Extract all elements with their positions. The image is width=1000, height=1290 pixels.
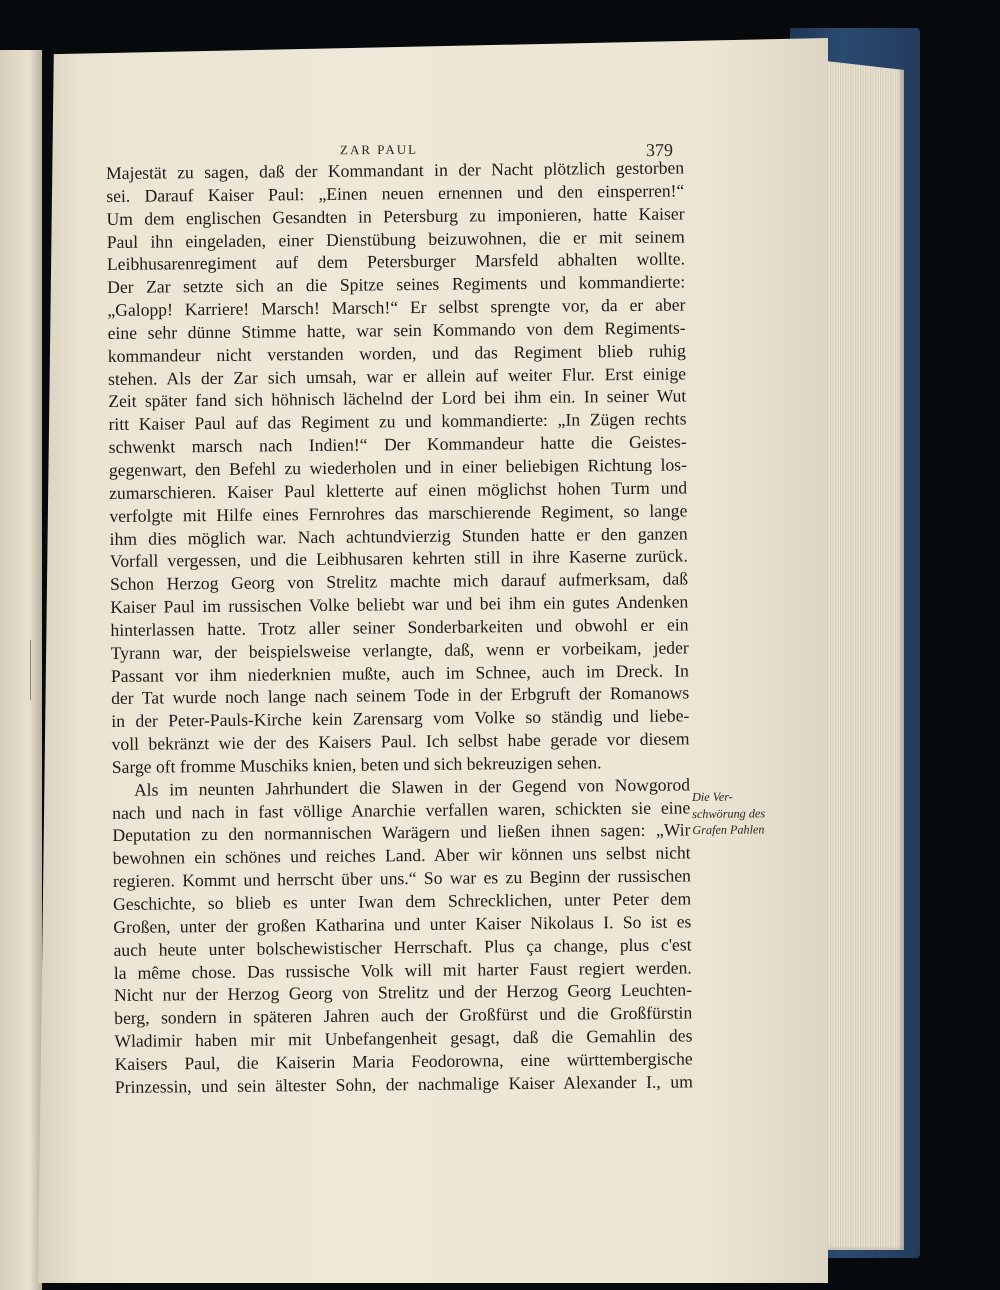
left-page: [0, 50, 42, 1290]
text-line: gegenwart, den Befehl zu wiederholen und in einer beliebigen Richtung los-: [108, 454, 688, 480]
text-line: Geschichte, so blieb es unter Iwan dem Schrecklichen, unter Peter dem: [113, 888, 692, 914]
text-line: Sarge oft fromme Muschiks knien, beten und sich bekreuzigen sehen.: [111, 752, 602, 777]
text-line: der Tat wurde noch lange nach seinem Tode in der Erbgruft der Romanows: [111, 682, 690, 709]
running-head: ZAR PAUL: [339, 141, 419, 158]
text-line: zumarschieren. Kaiser Paul kletterte auf einen möglichst hohen Turm und: [109, 477, 688, 503]
text-line: Zeit später fand sich höhnisch lächelnd der Lord bei ihm ein. In seiner Wut: [108, 385, 687, 412]
marginal-note: [692, 788, 792, 838]
text-line: berg, sondern in späteren Jahren auch der Großfürst und die Großfürstin: [114, 1002, 693, 1029]
body-text: [106, 156, 693, 1098]
text-line: auch heute unter bolschewistischer Herrschaft. Plus ça change, plus c'est: [113, 934, 692, 960]
text-line: sei. Darauf Kaiser Paul: „Einen neuen ernennen und den einsperren!“: [106, 180, 685, 206]
text-line: in der Peter-Pauls-Kirche kein Zarensarg vom Volke so ständig und liebe-: [111, 705, 690, 732]
text-line: verfolgte mit Hilfe eines Fernrohres das marschierende Regiment, so lange: [109, 500, 688, 526]
text-line: ihm dies möglich war. Nach achtundvierzig Stunden hatte er den ganzen: [109, 522, 688, 549]
text-line: ritt Kaiser Paul auf das Regiment zu und kommandierte: „In Zügen rechts: [108, 408, 687, 435]
text-line: Leibhusarenregiment auf dem Petersburger Marsfeld abhalten wollte.: [106, 248, 686, 275]
text-line: regieren. Kommt und herrscht über uns.“ So war es zu Beginn der russischen: [112, 865, 691, 892]
text-line: voll bekränzt wie der des Kaisers Paul. Ich selbst habe gerade vor diesem: [111, 728, 690, 755]
left-page-mark: [30, 640, 31, 700]
text-line: Nicht nur der Herzog Georg von Strelitz und der Herzog Georg Leuchten-: [113, 979, 693, 1006]
marginal-note-line: Die Ver-: [692, 789, 733, 804]
text-line: Prinzessin, und sein ältester Sohn, der nachmalige Kaiser Alexander I., um: [114, 1071, 693, 1097]
text-line: Kaiser Paul im russischen Volke beliebt war und bei ihm ein gutes Andenken: [110, 591, 689, 618]
text-line: kommandeur nicht verstanden worden, und das Regiment blieb ruhig: [107, 340, 686, 366]
text-line: bewohnen ein schönes und reiches Land. Aber wir können uns selbst nicht: [112, 842, 691, 869]
text-line: hinterlassen hatte. Trotz aller seiner Sonderbarkeiten und obwohl er ein: [110, 614, 689, 640]
text-line: Wladimir haben mir mit Unbefangenheit gesagt, daß die Gemahlin des: [114, 1025, 693, 1052]
text-line: stehen. Als der Zar sich umsah, war er allein auf weiter Flur. Erst einige: [107, 363, 687, 389]
text-line: Der Zar setzte sich an die Spitze seines Regiments und kommandierte:: [107, 271, 686, 298]
text-line: Deputation zu den normannischen Warägern und ließen ihnen sagen: „Wir: [112, 819, 691, 846]
text-line: Majestät zu sagen, daß der Kommandant in der Nacht plötzlich gestorben: [106, 157, 685, 183]
text-line: Um dem englischen Gesandten in Petersburg zu imponieren, hatte Kaiser: [106, 203, 685, 229]
text-line: Tyrann war, der beispielsweise verlangte, daß, wenn er vorbeikam, jeder: [110, 637, 689, 663]
text-line: Als im neunten Jahrhundert die Slawen in der Gegend von Nowgorod: [133, 774, 691, 800]
text-line: Vorfall vergessen, und die Leibhusaren kehrten still in ihre Kaserne zurück.: [109, 545, 688, 572]
text-line: la même chose. Das russische Volk will mit harter Faust regiert werden.: [113, 956, 692, 983]
page-number: 379: [645, 139, 674, 161]
text-line: eine sehr dünne Stimme hatte, war sein Kommando von dem Regiments-: [107, 317, 686, 343]
text-line: „Galopp! Karriere! Marsch! Marsch!“ Er selbst sprengte vor, da er aber: [107, 294, 686, 321]
text-line: nach und nach in fast völlige Anarchie verfallen waren, schickten sie eine: [112, 797, 691, 823]
text-line: Passant vor ihm niederknien mußte, auch im Schnee, auch im Dreck. In: [110, 659, 689, 686]
marginal-note-line: Grafen Pahlen: [692, 822, 765, 837]
marginal-note-line: schwörung des: [692, 805, 766, 821]
text-line: Kaisers Paul, die Kaiserin Maria Feodorowna, eine württembergische: [114, 1048, 693, 1074]
text-line: Paul ihn eingeladen, einer Dienstübung beizuwohnen, die er mit seinem: [106, 225, 685, 252]
text-line: Großen, unter der großen Katharina und unter Kaiser Nikolaus I. So ist es: [113, 911, 692, 937]
text-line: schwenkt marsch nach Indien!“ Der Kommandeur hatte die Geistes-: [108, 431, 687, 458]
text-line: Schon Herzog Georg von Strelitz machte mich darauf aufmerksam, daß: [109, 568, 689, 595]
